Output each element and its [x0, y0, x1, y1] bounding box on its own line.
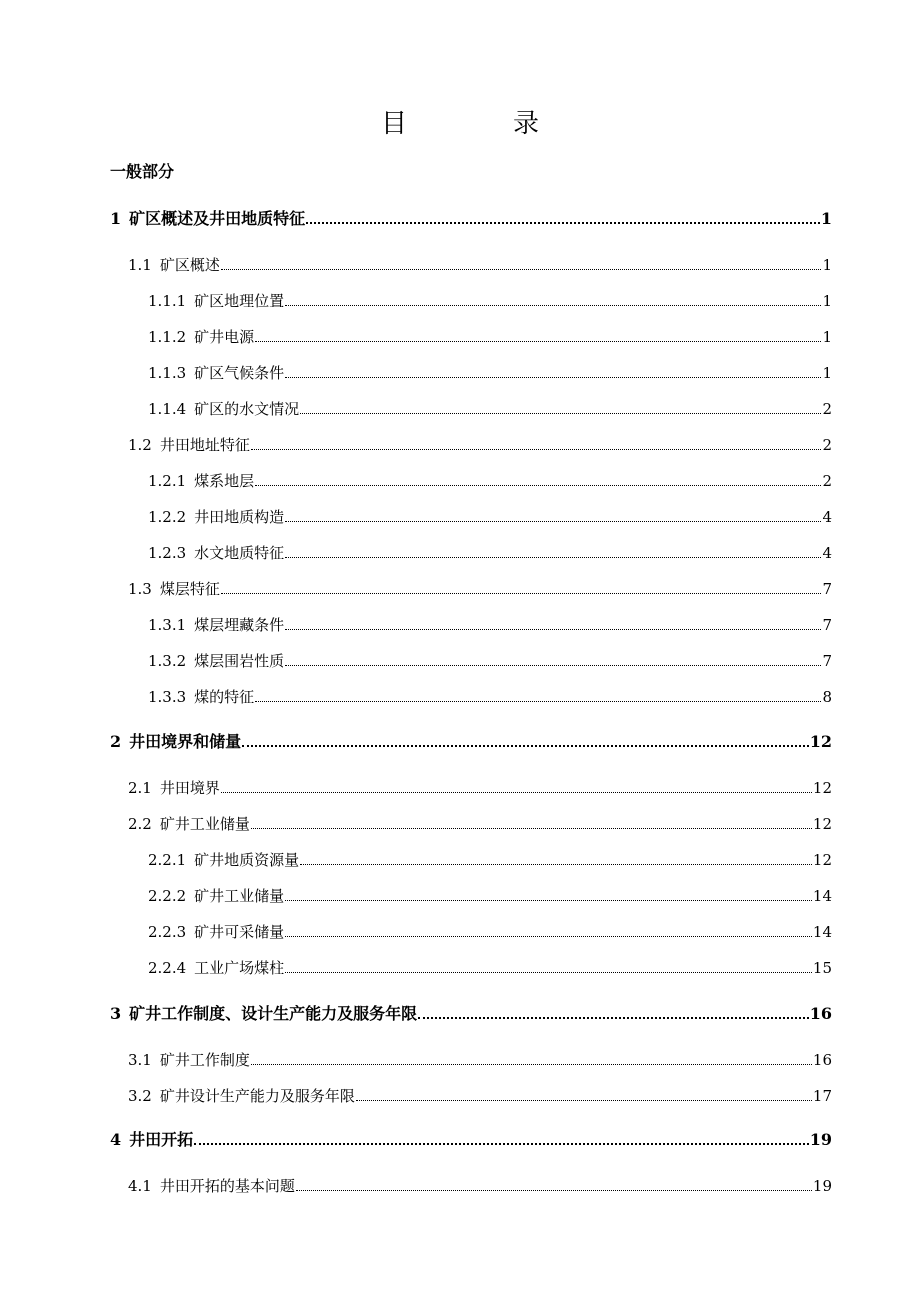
toc-dot-leader: [296, 1190, 812, 1191]
toc-entry-title: 矿井地质资源量: [194, 851, 300, 869]
toc-entry[interactable]: [128, 434, 832, 456]
toc-entry-page: 17: [812, 1087, 832, 1105]
toc-entry-title: 井田地址特征: [159, 436, 250, 454]
toc-entry-title: 煤层围岩性质: [194, 652, 285, 670]
toc-entry-number: 1.1: [128, 256, 152, 274]
toc-entry-number: 3.1: [128, 1051, 152, 1069]
toc-entry-number: 2.2.4: [148, 959, 187, 977]
toc-entry-number: 1.1.2: [148, 328, 187, 346]
toc-entry-title: 煤层特征: [159, 580, 220, 598]
toc-entry-title: 水文地质特征: [194, 544, 285, 562]
toc-entry[interactable]: [148, 362, 832, 384]
toc-entry[interactable]: [148, 885, 832, 907]
toc-entry-number: 1.2: [128, 436, 152, 454]
toc-entry-number: 1.2.1: [148, 472, 187, 490]
toc-entry-title: 煤层埋藏条件: [194, 616, 285, 634]
toc-dot-leader: [242, 745, 809, 747]
toc-dot-leader: [221, 792, 812, 793]
toc-entry[interactable]: [128, 1085, 832, 1107]
toc-entry-title: 矿区的水文情况: [194, 400, 300, 418]
toc-entry-page: 16: [812, 1051, 832, 1069]
toc-entry-page: 8: [822, 688, 832, 706]
toc-entry-page: 2: [822, 472, 832, 490]
toc-entry-page: 16: [809, 1004, 832, 1023]
toc-entry-title: 矿区气候条件: [194, 364, 285, 382]
toc-entry-title: 矿井工作制度: [159, 1051, 250, 1069]
toc-entry-title: 矿井工业储量: [159, 815, 250, 833]
toc-entry-number: 4.1: [128, 1177, 152, 1195]
toc-entry-number: 1.2.2: [148, 508, 187, 526]
toc-dot-leader: [285, 972, 812, 973]
toc-entry[interactable]: [128, 1049, 832, 1071]
toc-entry[interactable]: [148, 470, 832, 492]
toc-dot-leader: [194, 1143, 809, 1145]
toc-entry-number: 4: [110, 1130, 122, 1149]
toc-entry-title: 矿井设计生产能力及服务年限: [159, 1087, 355, 1105]
toc-dot-leader: [356, 1100, 812, 1101]
toc-entry-title: 井田开拓: [129, 1130, 194, 1149]
toc-entry[interactable]: [128, 578, 832, 600]
toc-entry-title: 煤的特征: [194, 688, 255, 706]
toc-entry-number: 1: [110, 209, 122, 228]
toc-entry-title: 矿区地理位置: [194, 292, 285, 310]
toc-dot-leader: [300, 413, 821, 414]
toc-entry-page: 4: [822, 544, 832, 562]
toc-dot-leader: [300, 864, 812, 865]
toc-entry[interactable]: [128, 813, 832, 835]
toc-entry[interactable]: [148, 650, 832, 672]
toc-entry-number: 1.3.1: [148, 616, 187, 634]
toc-entry-page: 1: [820, 209, 832, 228]
toc-entry-number: 1.2.3: [148, 544, 187, 562]
toc-entry-title: 煤系地层: [194, 472, 255, 490]
toc-dot-leader: [285, 521, 821, 522]
toc-dot-leader: [251, 449, 822, 450]
toc-entry-number: 1.3.2: [148, 652, 187, 670]
toc-dot-leader: [285, 377, 821, 378]
toc-entry[interactable]: [110, 208, 832, 230]
toc-entry-page: 7: [822, 580, 832, 598]
toc-entry-page: 19: [809, 1130, 832, 1149]
toc-entry-title: 矿井可采储量: [194, 923, 285, 941]
toc-entry-page: 12: [809, 732, 832, 751]
toc-dot-leader: [251, 1064, 812, 1065]
toc-dot-leader: [251, 828, 812, 829]
toc-entry[interactable]: [148, 506, 832, 528]
toc-entry-title: 井田地质构造: [194, 508, 285, 526]
toc-entry-number: 2.2.3: [148, 923, 187, 941]
toc-entry-page: 1: [822, 328, 832, 346]
toc-dot-leader: [285, 629, 821, 630]
toc-entry-title: 矿井电源: [194, 328, 255, 346]
toc-entry-page: 14: [812, 923, 832, 941]
toc-entry-title: 矿区概述: [159, 256, 220, 274]
toc-entry-page: 12: [812, 851, 832, 869]
toc-dot-leader: [221, 593, 822, 594]
toc-entry-number: 3.2: [128, 1087, 152, 1105]
toc-entry-page: 1: [822, 292, 832, 310]
toc-entry[interactable]: [148, 686, 832, 708]
toc-entry[interactable]: [148, 957, 832, 979]
toc-dot-leader: [285, 305, 821, 306]
toc-entry-number: 2: [110, 732, 122, 751]
toc-entry-number: 2.2.1: [148, 851, 187, 869]
toc-entry-number: 1.3: [128, 580, 152, 598]
toc-dot-leader: [306, 222, 820, 224]
toc-entry[interactable]: [128, 1175, 832, 1197]
toc-entry-page: 12: [812, 815, 832, 833]
toc-entry-title: 矿井工作制度、设计生产能力及服务年限: [129, 1004, 418, 1023]
section-heading: 一般部分: [110, 162, 175, 181]
toc-dot-leader: [221, 269, 822, 270]
page-title: 目 录: [380, 109, 579, 139]
toc-entry-page: 12: [812, 779, 832, 797]
toc-dot-leader: [285, 936, 812, 937]
toc-entry[interactable]: [148, 849, 832, 871]
toc-dot-leader: [285, 665, 821, 666]
toc-entry-number: 2.2.2: [148, 887, 187, 905]
toc-dot-leader: [255, 701, 821, 702]
toc-entry-page: 2: [822, 436, 832, 454]
toc-entry[interactable]: [148, 542, 832, 564]
toc-entry-number: 3: [110, 1004, 122, 1023]
toc-entry-title: 井田境界: [159, 779, 220, 797]
toc-entry-number: 1.1.3: [148, 364, 187, 382]
toc-entry-number: 2.2: [128, 815, 152, 833]
toc-entry-page: 2: [822, 400, 832, 418]
toc-entry-page: 1: [822, 364, 832, 382]
toc-dot-leader: [255, 341, 821, 342]
toc-entry-page: 4: [822, 508, 832, 526]
toc-entry-page: 7: [822, 652, 832, 670]
toc-entry-number: 2.1: [128, 779, 152, 797]
toc-entry-page: 15: [812, 959, 832, 977]
toc-entry-page: 1: [822, 256, 832, 274]
toc-entry[interactable]: [110, 1003, 832, 1025]
toc-entry-page: 19: [812, 1177, 832, 1195]
toc-entry-number: 1.1.4: [148, 400, 187, 418]
toc-dot-leader: [418, 1017, 809, 1019]
toc-entry[interactable]: [128, 777, 832, 799]
toc-entry-number: 1.1.1: [148, 292, 187, 310]
toc-dot-leader: [255, 485, 821, 486]
toc-entry[interactable]: [110, 1129, 832, 1151]
toc-entry-title: 矿区概述及井田地质特征: [129, 209, 306, 228]
toc-entry[interactable]: [148, 326, 832, 348]
toc-entry-title: 井田境界和储量: [129, 732, 242, 751]
toc-entry[interactable]: [148, 290, 832, 312]
toc-entry-title: 井田开拓的基本问题: [159, 1177, 295, 1195]
toc-entry[interactable]: [128, 254, 832, 276]
toc-entry-page: 7: [822, 616, 832, 634]
toc-entry[interactable]: [148, 614, 832, 636]
toc-entry-title: 矿井工业储量: [194, 887, 285, 905]
toc-dot-leader: [285, 900, 812, 901]
toc-entry-title: 工业广场煤柱: [194, 959, 285, 977]
toc-entry[interactable]: [148, 921, 832, 943]
toc-dot-leader: [285, 557, 821, 558]
toc-entry-number: 1.3.3: [148, 688, 187, 706]
toc-entry[interactable]: [110, 731, 832, 753]
toc-entry-page: 14: [812, 887, 832, 905]
toc-entry[interactable]: [148, 398, 832, 420]
